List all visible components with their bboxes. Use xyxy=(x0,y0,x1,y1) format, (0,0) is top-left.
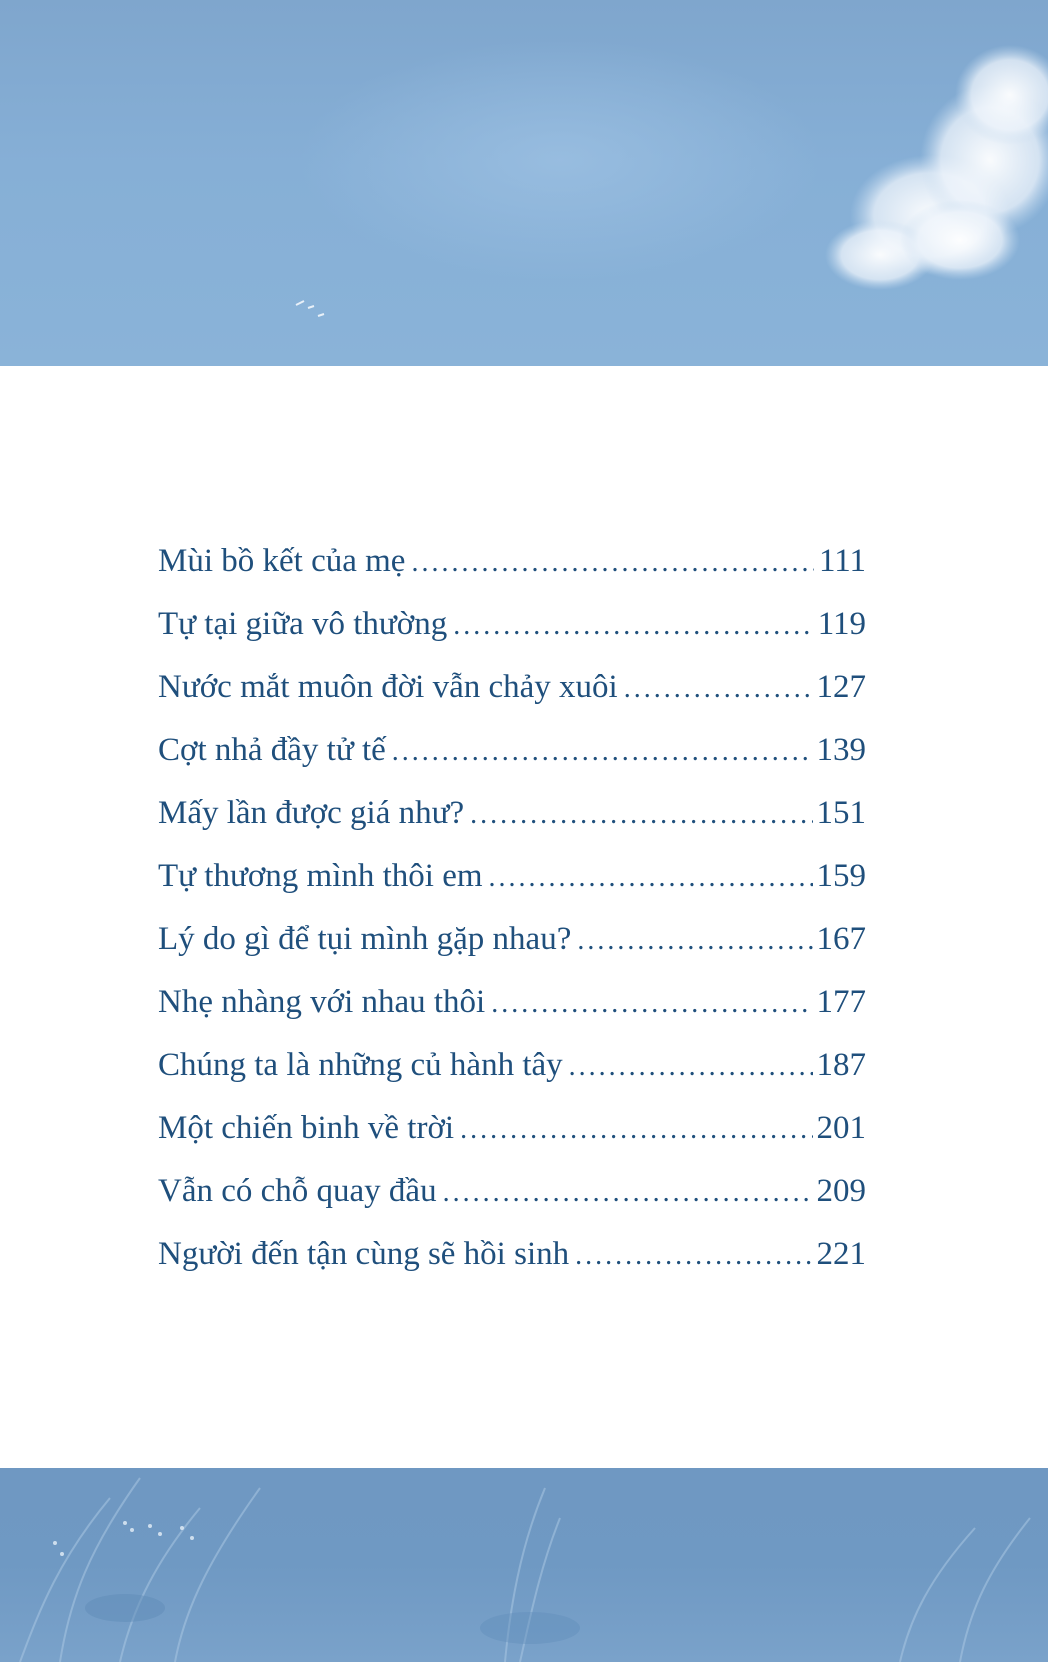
toc-dot-leader xyxy=(624,675,813,703)
toc-entry-title: Nước mắt muôn đời vẫn chảy xuôi xyxy=(158,669,618,705)
toc-dot-leader xyxy=(460,1116,812,1144)
toc-entry-title: Nhẹ nhàng với nhau thôi xyxy=(158,984,486,1020)
toc-dot-leader xyxy=(577,927,812,955)
toc-entry-title: Cợt nhả đầy tử tế xyxy=(158,732,386,768)
toc-entry-title: Một chiến binh về trời xyxy=(158,1110,455,1146)
toc-entry[interactable] xyxy=(158,1112,866,1175)
toc-entry-page: 209 xyxy=(816,1173,866,1209)
toc-entry-page: 201 xyxy=(816,1110,866,1146)
cloud-illustration xyxy=(0,0,1048,366)
toc-dot-leader xyxy=(443,1179,813,1207)
toc-dot-leader xyxy=(411,549,814,577)
toc-entry-title: Tự tại giữa vô thường xyxy=(158,606,448,642)
toc-entry-page: 127 xyxy=(816,669,866,705)
toc-dot-leader xyxy=(453,612,813,640)
toc-entry-title: Lý do gì để tụi mình gặp nhau? xyxy=(158,921,572,957)
toc-dot-leader xyxy=(491,990,812,1018)
toc-entry[interactable] xyxy=(158,986,866,1049)
toc-entry-page: 111 xyxy=(818,543,866,579)
toc-entry[interactable] xyxy=(158,608,866,671)
toc-entry-page: 167 xyxy=(816,921,866,957)
toc-entry[interactable] xyxy=(158,1238,866,1301)
grass-illustration xyxy=(0,1468,1048,1662)
toc-entry-title: Tự thương mình thôi em xyxy=(158,858,483,894)
toc-entry-page: 187 xyxy=(816,1047,866,1083)
toc-entry-page: 221 xyxy=(816,1236,866,1272)
toc-entry[interactable] xyxy=(158,1175,866,1238)
toc-dot-leader xyxy=(569,1053,813,1081)
toc-entry[interactable] xyxy=(158,734,866,797)
toc-entry[interactable] xyxy=(158,545,866,608)
toc-entry[interactable] xyxy=(158,860,866,923)
toc-entry[interactable] xyxy=(158,1049,866,1112)
grass-footer-image xyxy=(0,1468,1048,1662)
toc-entry-page: 119 xyxy=(817,606,866,642)
toc-entry[interactable] xyxy=(158,671,866,734)
sky-header-image xyxy=(0,0,1048,366)
toc-entry-title: Vẫn có chỗ quay đầu xyxy=(158,1173,437,1209)
toc-entry-page: 151 xyxy=(816,795,866,831)
toc-entry[interactable] xyxy=(158,797,866,860)
toc-entry[interactable] xyxy=(158,923,866,986)
toc-entry-title: Mấy lần được giá như? xyxy=(158,795,465,831)
toc-dot-leader xyxy=(489,864,813,892)
toc-dot-leader xyxy=(575,1242,812,1270)
toc-entry-title: Mùi bồ kết của mẹ xyxy=(158,543,406,579)
toc-entry-page: 159 xyxy=(816,858,866,894)
toc-dot-leader xyxy=(392,738,813,766)
toc-entry-page: 139 xyxy=(816,732,866,768)
table-of-contents xyxy=(158,545,866,1301)
toc-entry-page: 177 xyxy=(816,984,866,1020)
toc-entry-title: Chúng ta là những củ hành tây xyxy=(158,1047,563,1083)
toc-dot-leader xyxy=(470,801,812,829)
toc-entry-title: Người đến tận cùng sẽ hồi sinh xyxy=(158,1236,570,1272)
